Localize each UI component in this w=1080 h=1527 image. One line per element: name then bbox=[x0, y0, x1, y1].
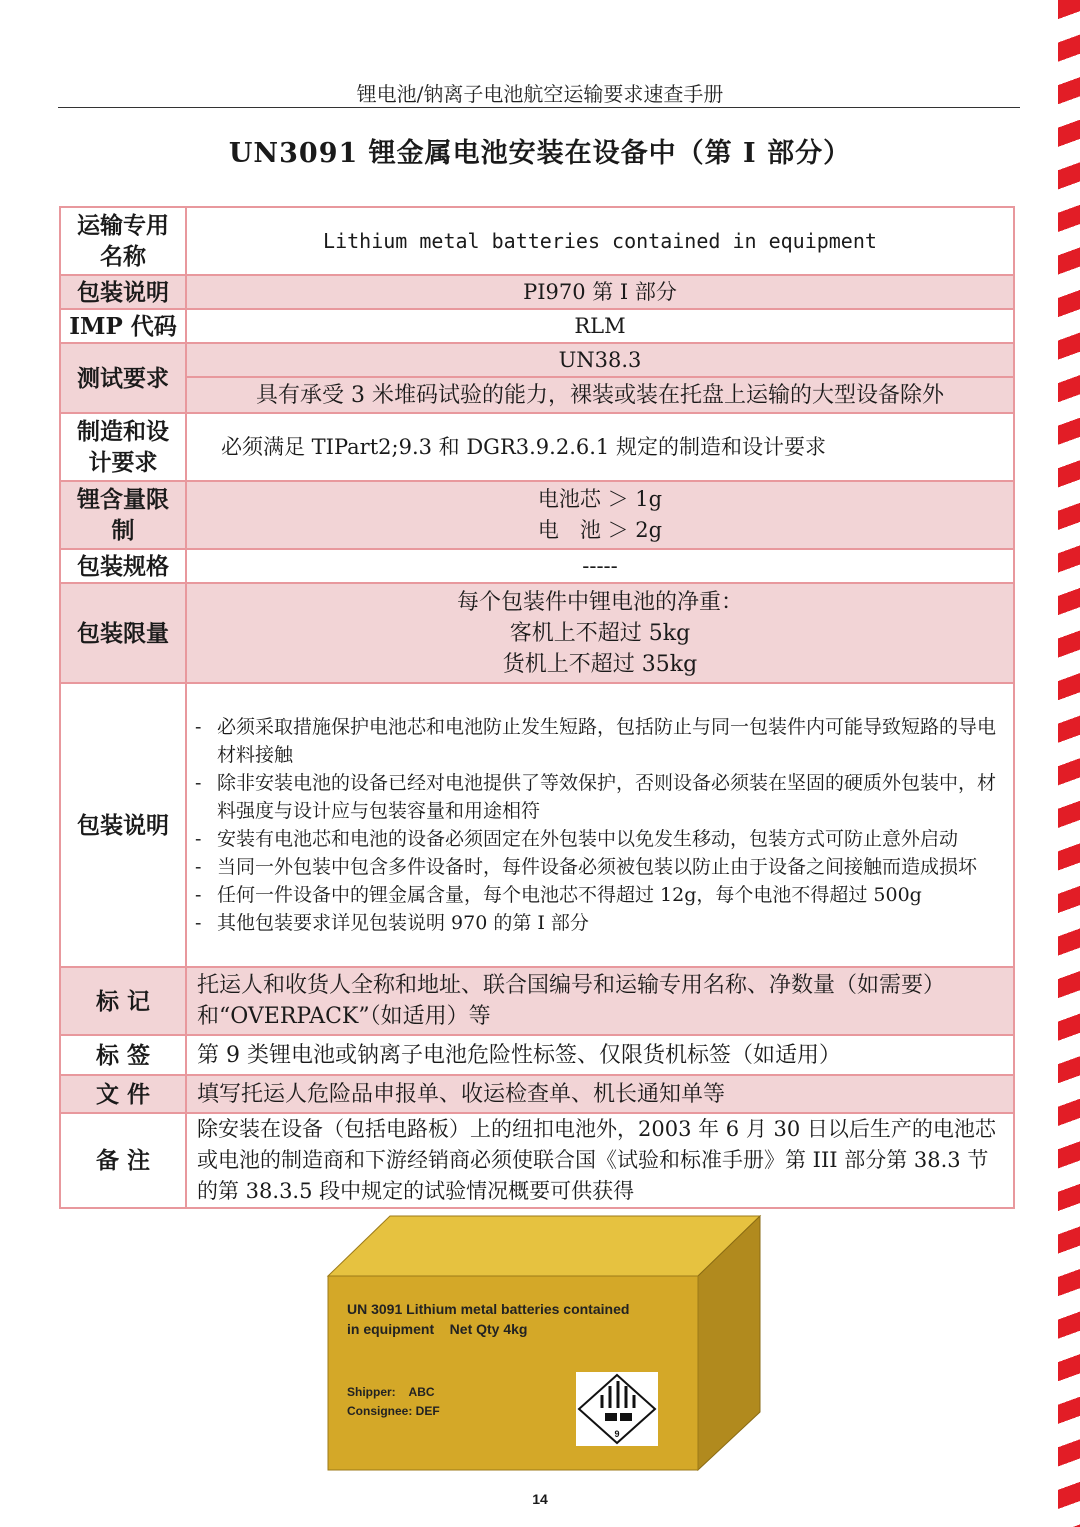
battery-symbol-1 bbox=[605, 1413, 617, 1421]
value-test-un383: UN38.3 bbox=[186, 343, 1014, 377]
consignee-text: Consignee: DEF bbox=[347, 1404, 440, 1418]
value-test-stack: 具有承受 3 米堆码试验的能力，裸装或装在托盘上运输的大型设备除外 bbox=[186, 377, 1014, 413]
value-shipping-name: Lithium metal batteries contained in equipment bbox=[186, 207, 1014, 275]
page-number: 14 bbox=[532, 1491, 548, 1507]
label-marking: 标 记 bbox=[60, 967, 186, 1035]
battery-symbol-2 bbox=[620, 1413, 632, 1421]
value-packing-notes bbox=[186, 683, 1014, 967]
value-design-requirement: 必须满足 TIPart2;9.3 和 DGR3.9.2.6.1 规定的制造和设计要求 bbox=[186, 413, 1014, 481]
value-package-spec: ----- bbox=[186, 549, 1014, 583]
row-test-requirement-2 bbox=[60, 377, 1014, 413]
label-packing-instruction: 包装说明 bbox=[60, 275, 186, 309]
requirements-table bbox=[59, 206, 1015, 1209]
list-item: - 其他包装要求详见包装说明 970 的第 I 部分 bbox=[191, 909, 999, 937]
row-packing-notes bbox=[60, 683, 1014, 967]
row-packing-instruction bbox=[60, 275, 1014, 309]
row-package-limit bbox=[60, 583, 1014, 683]
row-package-spec bbox=[60, 549, 1014, 583]
limit-line-1: 每个包装件中锂电池的净重： bbox=[456, 589, 743, 615]
decorative-edge-stripe bbox=[1058, 0, 1080, 1527]
label-imp-code: IMP 代码 bbox=[60, 309, 186, 343]
list-item: - 安装有电池芯和电池的设备必须固定在外包装中以免发生移动，包装方式可防止意外启动 bbox=[191, 825, 999, 853]
label-documents: 文 件 bbox=[60, 1075, 186, 1113]
row-shipping-name bbox=[60, 207, 1014, 275]
hazard-class-number: 9 bbox=[614, 1429, 620, 1439]
value-labels: 第 9 类锂电池或钠离子电池危险性标签、仅限货机标签（如适用） bbox=[186, 1035, 1014, 1075]
package-illustration bbox=[322, 1214, 767, 1476]
list-item: - 任何一件设备中的锂金属含量，每个电池芯不得超过 12g，每个电池不得超过 500g bbox=[191, 881, 999, 909]
lithium-cell-limit: 电池芯 ＞ 1g bbox=[537, 487, 663, 511]
label-design-requirement: 制造和设计要求 bbox=[60, 413, 186, 481]
lithium-battery-limit: 电 池 ＞ 2g bbox=[537, 518, 663, 542]
label-package-spec: 包装规格 bbox=[60, 549, 186, 583]
list-item: - 必须采取措施保护电池芯和电池防止发生短路，包括防止与同一包装件内可能导致短路的导电材料接触 bbox=[191, 713, 999, 769]
list-item: - 当同一外包装中包含多件设备时，每件设备必须被包装以防止由于设备之间接触而造成损坏 bbox=[191, 853, 999, 881]
box-top-face bbox=[328, 1216, 760, 1276]
package-marking-line-2: in equipment Net Qty 4kg bbox=[347, 1321, 528, 1337]
limit-line-3: 货机上不超过 35kg bbox=[502, 651, 698, 677]
label-packing-notes: 包装说明 bbox=[60, 683, 186, 967]
package-box-graphic bbox=[322, 1214, 767, 1476]
label-labels: 标 签 bbox=[60, 1035, 186, 1075]
row-lithium-limit bbox=[60, 481, 1014, 549]
package-marking bbox=[347, 1299, 629, 1339]
row-remarks bbox=[60, 1113, 1014, 1208]
list-item: - 除非安装电池的设备已经对电池提供了等效保护，否则设备必须装在坚固的硬质外包装中，材料强度与设计应与包装容量和用途相符 bbox=[191, 769, 999, 825]
package-address bbox=[347, 1383, 440, 1421]
row-design-requirement bbox=[60, 413, 1014, 481]
page-title: UN3091 锂金属电池安装在设备中（第 I 部分） bbox=[228, 138, 852, 169]
value-imp-code: RLM bbox=[186, 309, 1014, 343]
row-marking bbox=[60, 967, 1014, 1035]
label-package-limit: 包装限量 bbox=[60, 583, 186, 683]
row-documents bbox=[60, 1075, 1014, 1113]
row-test-requirement-1 bbox=[60, 343, 1014, 377]
value-packing-instruction: PI970 第 I 部分 bbox=[186, 275, 1014, 309]
value-documents: 填写托运人危险品申报单、收运检查单、机长通知单等 bbox=[186, 1075, 1014, 1113]
package-marking-line-1: UN 3091 Lithium metal batteries contained bbox=[347, 1301, 630, 1317]
shipper-text: Shipper: ABC bbox=[347, 1385, 435, 1399]
value-marking: 托运人和收货人全称和地址、联合国编号和运输专用名称、净数量（如需要）和“OVERPACK”（如适用）等 bbox=[186, 967, 1014, 1035]
label-lithium-limit: 锂含量限制 bbox=[60, 481, 186, 549]
running-header: 锂电池/钠离子电池航空运输要求速查手册 bbox=[356, 82, 724, 106]
label-shipping-name: 运输专用名称 bbox=[60, 207, 186, 275]
row-labels bbox=[60, 1035, 1014, 1075]
limit-line-2: 客机上不超过 5kg bbox=[509, 620, 691, 646]
row-imp-code bbox=[60, 309, 1014, 343]
value-remarks: 除安装在设备（包括电路板）上的纽扣电池外，2003 年 6 月 30 日以后生产的电池芯或电池的制造商和下游经销商必须使联合国《试验和标准手册》第 III 部分第 38.3 节的第 38.3.5 段中规定的试验情况概要可供获得 bbox=[186, 1113, 1014, 1208]
value-lithium-limit bbox=[186, 481, 1014, 549]
packing-notes-list bbox=[191, 713, 1005, 937]
label-test-requirement: 测试要求 bbox=[60, 343, 186, 413]
value-package-limit bbox=[186, 583, 1014, 683]
header-rule bbox=[58, 107, 1020, 108]
label-remarks: 备 注 bbox=[60, 1113, 186, 1208]
